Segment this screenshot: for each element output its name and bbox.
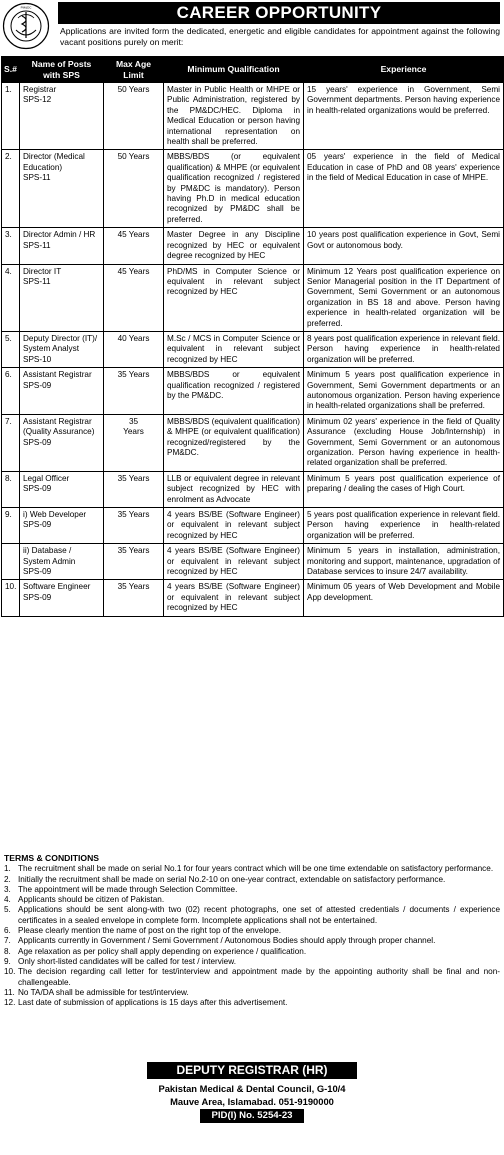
row-age-limit: 50 Years <box>104 83 164 150</box>
term-text: The recruitment shall be made on serial No.1 for four years contract which will be one time extendable on satisfactory performance. <box>18 864 494 874</box>
list-item <box>4 875 500 885</box>
list-item <box>4 926 500 936</box>
row-qualification: PhD/MS in Computer Science or equivalent in relevant subject recognized by HEC <box>164 264 304 331</box>
table-row <box>2 544 504 580</box>
table-header-row <box>2 57 504 83</box>
address-line-2: Mauve Area, Islamabad. 051-9190000 <box>170 1096 334 1107</box>
list-item <box>4 936 500 946</box>
address-line-1: Pakistan Medical & Dental Council, G-10/4 <box>158 1083 346 1094</box>
row-serial: 7. <box>2 414 20 471</box>
term-number: 6. <box>4 926 11 936</box>
header-age-limit: Max Age Limit <box>104 57 164 83</box>
row-experience: 15 years' experience in Government, Semi Government departments. Person having experience in health-related organizations would be preferred. <box>304 83 504 150</box>
row-post-name: Deputy Director (IT)/ System Analyst SPS-10 <box>20 331 104 367</box>
row-post-name: Software Engineer SPS-09 <box>20 580 104 616</box>
term-text: The appointment will be made through Selection Committee. <box>18 884 238 894</box>
term-number: 5. <box>4 905 11 915</box>
table-row <box>2 83 504 150</box>
row-qualification: MBBS/BDS (or equivalent qualification) & MHPE (or equivalent qualification recognized / registered by PM&DC is mandatory). Person having Ph.D in medical education recognized by PM&DC shall be preferred. <box>164 150 304 228</box>
term-text: Age relaxation as per policy shall apply depending on experience / qualification. <box>18 946 307 956</box>
row-experience: 8 years post qualification experience in relevant field. Person having experience in health-related organization will be preferred. <box>304 331 504 367</box>
row-serial: 6. <box>2 368 20 415</box>
row-post-name: Assistant Registrar (Quality Assurance) SPS-09 <box>20 414 104 471</box>
term-number: 11. <box>4 987 15 997</box>
header-sn: S.# <box>2 57 20 83</box>
list-item <box>4 967 500 988</box>
terms-list <box>4 864 500 1008</box>
row-serial: 2. <box>2 150 20 228</box>
row-post-name: ii) Database / System Admin SPS-09 <box>20 544 104 580</box>
row-qualification: MBBS/BDS (equivalent qualification) & MHPE (or equivalent qualification) recognized/registered by the PM&DC. <box>164 414 304 471</box>
term-text: Only short-listed candidates will be called for test / interview. <box>18 956 236 966</box>
row-serial: 10. <box>2 580 20 616</box>
row-experience: 5 years post qualification experience in relevant field. Person having experience in health-related organization will be preferred. <box>304 508 504 544</box>
term-text: The decision regarding call letter for test/interview and appointment made by the appointing authority shall be final and non-challengeable. <box>18 967 500 987</box>
header-post-name: Name of Posts with SPS <box>20 57 104 83</box>
list-item <box>4 864 500 874</box>
table-row <box>2 264 504 331</box>
term-number: 3. <box>4 884 11 894</box>
term-text: Please clearly mention the name of post on the right top of the envelope. <box>18 926 282 936</box>
row-qualification: Master in Public Health or MHPE or Public Administration, registered by the PM&DC/HEC. Diploma in Medical Education or person having international representation on health shall be preferred. <box>164 83 304 150</box>
term-number: 2. <box>4 874 11 884</box>
term-text: Initially the recruitment shall be made on serial No.2-10 on one-year contract, extendable on satisfactory performance. <box>18 874 446 884</box>
row-qualification: 4 years BS/BE (Software Engineer) or equivalent in relevant subject recognized by HEC <box>164 508 304 544</box>
row-experience: Minimum 5 years post qualification experience of preparing / dealing the cases of High Court. <box>304 471 504 507</box>
list-item <box>4 895 500 905</box>
row-post-name: Director IT SPS-11 <box>20 264 104 331</box>
list-item <box>4 998 500 1008</box>
row-age-limit: 35 Years <box>104 508 164 544</box>
term-number: 10. <box>4 967 16 977</box>
row-serial: 9. <box>2 508 20 544</box>
table-row <box>2 414 504 471</box>
row-experience: Minimum 05 years of Web Development and Mobile App development. <box>304 580 504 616</box>
term-text: Applications should be sent along-with two (02) recent photographs, one set of attested credentials / documents / experience certificates in a sealed envelope in complete form. Incomplete applications shall not be entertained. <box>18 905 500 925</box>
term-text: Last date of submission of applications is 15 days after this advertisement. <box>18 998 288 1008</box>
row-age-limit: 35 Years <box>104 414 164 471</box>
row-qualification: MBBS/BDS or equivalent qualification recognized / registered by the PM&DC. <box>164 368 304 415</box>
row-qualification: 4 years BS/BE (Software Engineer) or equivalent in relevant subject recognized by HEC <box>164 580 304 616</box>
row-qualification: LLB or equivalent degree in relevant subject recognized by HEC with enrolment as Advocate <box>164 471 304 507</box>
row-serial <box>2 544 20 580</box>
term-number: 4. <box>4 895 11 905</box>
table-row <box>2 228 504 264</box>
term-number: 9. <box>4 956 11 966</box>
table-row <box>2 580 504 616</box>
row-age-limit: 50 Years <box>104 150 164 228</box>
row-experience: Minimum 12 Years post qualification experience on Senior Managerial position in the IT Department of Government, Semi Government or an autonomous organization in BS 18 and above. Person having experience in health-related organization will be preferred. <box>304 264 504 331</box>
intro-text: Applications are invited form the dedicated, energetic and eligible candidates for appointment against the following vacant positions purely on merit: <box>60 26 500 47</box>
terms-section <box>4 853 500 1008</box>
row-age-limit: 35 Years <box>104 471 164 507</box>
row-post-name: Legal Officer SPS-09 <box>20 471 104 507</box>
row-post-name: Registrar SPS-12 <box>20 83 104 150</box>
svg-text:PM&DC: PM&DC <box>20 5 32 10</box>
term-number: 7. <box>4 936 11 946</box>
row-post-name: Assistant Registrar SPS-09 <box>20 368 104 415</box>
row-qualification: M.Sc / MCS in Computer Science or equivalent in relevant subject recognized by HEC <box>164 331 304 367</box>
term-number: 12. <box>4 998 16 1008</box>
row-qualification: 4 years BS/BE (Software Engineer) or equivalent in relevant subject recognized by HEC <box>164 544 304 580</box>
term-text: No TA/DA shall be admissible for test/interview. <box>18 987 189 997</box>
page-title: CAREER OPPORTUNITY <box>58 2 500 24</box>
table-row <box>2 331 504 367</box>
row-serial: 3. <box>2 228 20 264</box>
row-age-limit: 45 Years <box>104 264 164 331</box>
table-row <box>2 508 504 544</box>
row-age-limit: 45 Years <box>104 228 164 264</box>
row-age-limit: 40 Years <box>104 331 164 367</box>
row-serial: 4. <box>2 264 20 331</box>
council-logo-icon <box>2 2 50 50</box>
list-item <box>4 885 500 895</box>
header-qualification: Minimum Qualification <box>164 57 304 83</box>
row-serial: 8. <box>2 471 20 507</box>
row-age-limit: 35 Years <box>104 544 164 580</box>
row-experience: 05 years' experience in the field of Medical Education in case of PhD and 08 years' experience in the field of Medical Education in case of MHPE. <box>304 150 504 228</box>
pid-number: PID(I) No. 5254-23 <box>200 1109 304 1123</box>
row-post-name: Director (Medical Education) SPS-11 <box>20 150 104 228</box>
row-serial: 1. <box>2 83 20 150</box>
list-item <box>4 988 500 998</box>
table-row <box>2 368 504 415</box>
positions-table <box>1 56 504 617</box>
row-serial: 5. <box>2 331 20 367</box>
terms-title: TERMS & CONDITIONS <box>4 853 100 863</box>
row-post-name: Director Admin / HR SPS-11 <box>20 228 104 264</box>
term-number: 8. <box>4 946 11 956</box>
row-experience: Minimum 02 years' experience in the field of Quality Assurance (excluding House Job/Internship) in Government, Semi Government or an autonomous organization. Person having experience in health-related organization shall be preferred. <box>304 414 504 471</box>
term-text: Applicants should be citizen of Pakistan. <box>18 895 165 905</box>
row-age-limit: 35 Years <box>104 580 164 616</box>
list-item <box>4 957 500 967</box>
term-number: 1. <box>4 864 11 874</box>
list-item <box>4 947 500 957</box>
header-experience: Experience <box>304 57 504 83</box>
signatory-title: DEPUTY REGISTRAR (HR) <box>147 1062 357 1079</box>
row-experience: Minimum 5 years post qualification experience in Government, Semi Government departments or an autonomous organization. Person having experience in health-related organizations shall be preferred. <box>304 368 504 415</box>
term-text: Applicants currently in Government / Semi Government / Autonomous Bodies should apply through proper channel. <box>18 936 436 946</box>
row-age-limit: 35 Years <box>104 368 164 415</box>
row-post-name: i) Web Developer SPS-09 <box>20 508 104 544</box>
row-experience: Minimum 5 years in installation, administration, monitoring and support, maintenance, upgradation of Database services to insure 24/7 availability. <box>304 544 504 580</box>
row-qualification: Master Degree in any Discipline recognized by HEC or equivalent degree recognized by HEC <box>164 228 304 264</box>
table-row <box>2 471 504 507</box>
table-row <box>2 150 504 228</box>
list-item <box>4 905 500 926</box>
row-experience: 10 years post qualification experience in Govt, Semi Govt or autonomous body. <box>304 228 504 264</box>
